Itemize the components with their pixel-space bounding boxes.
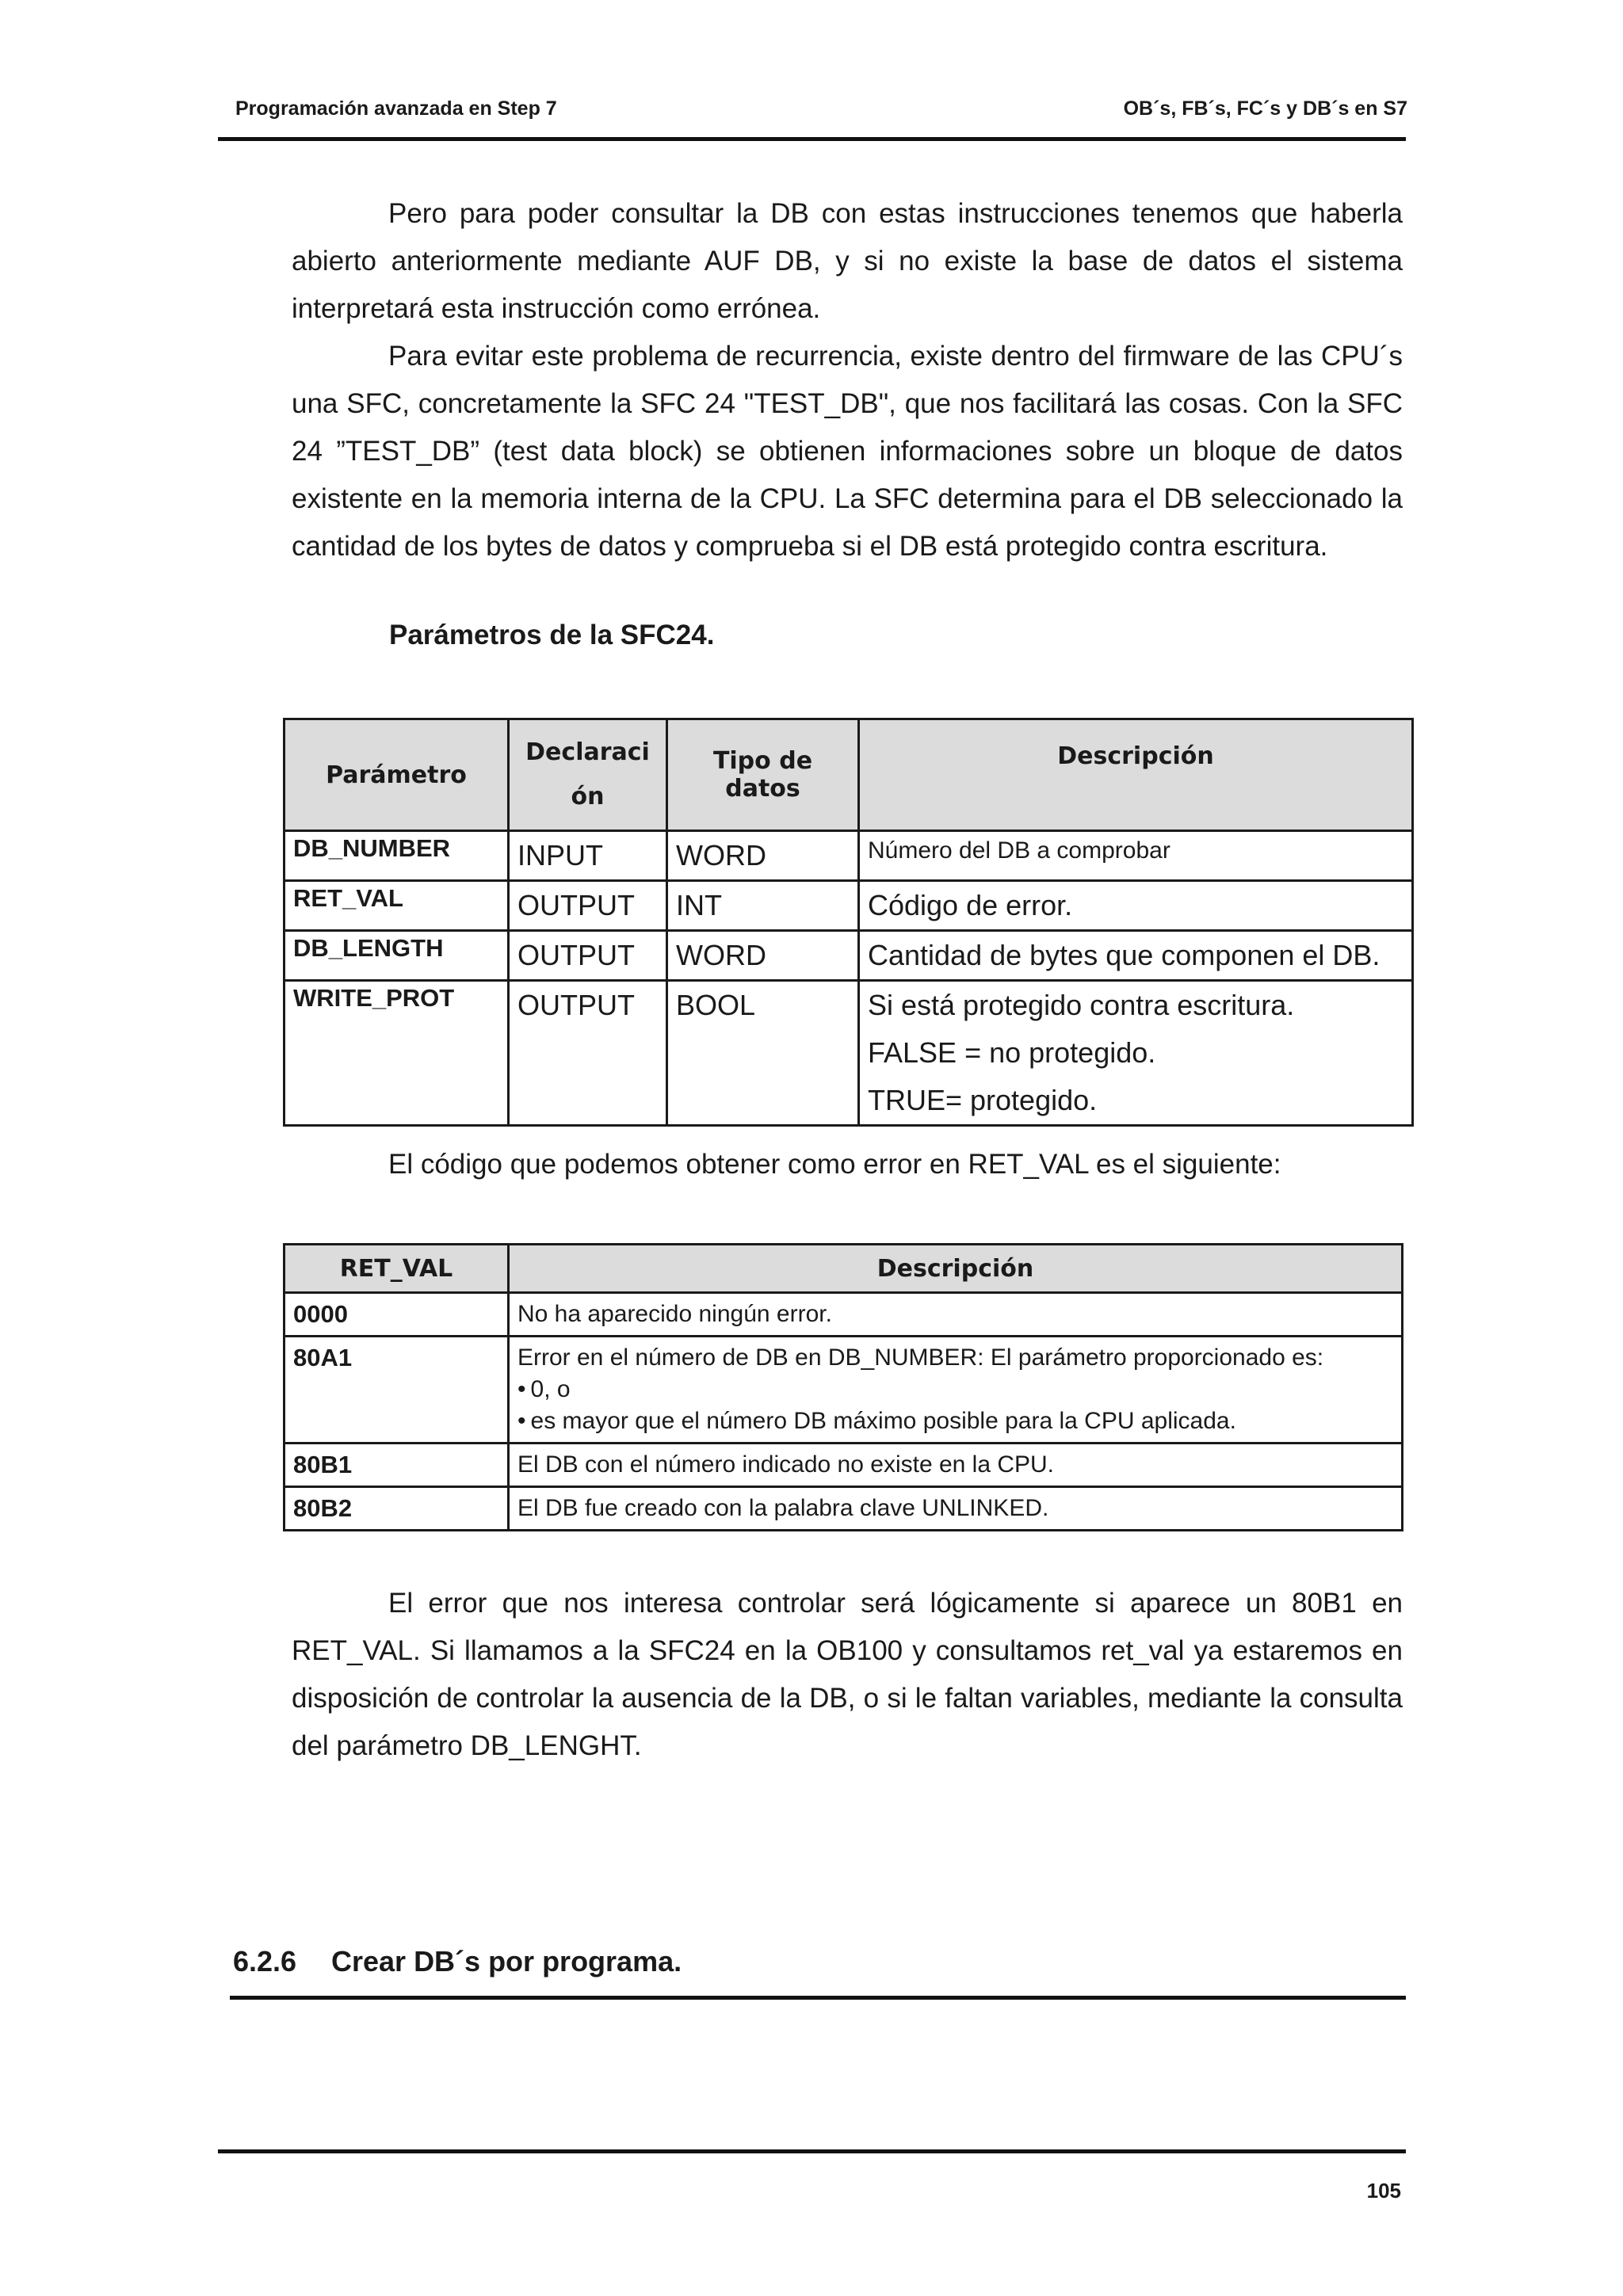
param-type: WORD [667,831,859,881]
paragraph-2-text: Para evitar este problema de recurrencia, existe dentro del firmware de las CPU´s una SFC, concretamente la SFC 24 "TEST_DB", que nos facilitará las cosas. Con la SFC 24 ”TEST_DB” (test data block) se obtienen informaciones sobre un bloque de datos existente en la memoria interna de la CPU. La SFC determina para el DB seleccionado la cantidad de los bytes de datos y comprueba si el DB está protegido contra escritura. [292,341,1403,562]
param-desc: Código de error. [859,881,1413,931]
table-row [285,881,1413,931]
col-header-desc: Descripción [859,719,1413,831]
paragraph-3-text: El código que podemos obtener como error en RET_VAL es el siguiente: [388,1149,1281,1180]
header-rule [218,137,1406,141]
error-code: 0000 [285,1293,509,1337]
table-header-row [285,719,1413,831]
table-row [285,831,1413,881]
table-row [285,1487,1403,1531]
ret-val-table [283,1243,1403,1531]
table-row [285,1293,1403,1337]
param-name: WRITE_PROT [285,981,509,1126]
section-title: Crear DB´s por programa. [331,1945,682,1978]
paragraph-1-text: Pero para poder consultar la DB con estas instrucciones tenemos que haberla abierto anteriormente mediante AUF DB, y si no existe la base de datos el sistema interpretará esta instrucción como errónea. [292,198,1403,324]
param-name: DB_LENGTH [285,931,509,981]
param-desc [859,981,1413,1126]
page-number: 105 [1366,2179,1401,2203]
paragraph-3 [292,1141,1403,1188]
table-row [285,931,1413,981]
table-row [285,1444,1403,1487]
col-header-decl: Declaración [509,719,667,831]
param-decl: OUTPUT [509,931,667,981]
param-name: DB_NUMBER [285,831,509,881]
param-type: BOOL [667,981,859,1126]
error-desc: No ha aparecido ningún error. [509,1293,1403,1337]
param-desc-line: TRUE= protegido. [868,1084,1098,1116]
running-header-left: Programación avanzada en Step 7 [235,97,557,120]
param-desc: Número del DB a comprobar [859,831,1413,881]
footer-rule [218,2149,1406,2153]
error-code: 80B2 [285,1487,509,1531]
param-type: INT [667,881,859,931]
param-desc: Cantidad de bytes que componen el DB. [859,931,1413,981]
param-decl: OUTPUT [509,981,667,1126]
param-name: RET_VAL [285,881,509,931]
error-desc-bullets [517,1374,1393,1437]
col-header-param: Parámetro [285,719,509,831]
section-rule [230,1996,1406,2000]
table-row [285,1337,1403,1444]
params-heading: Parámetros de la SFC24. [389,620,715,650]
col-header-desc: Descripción [509,1245,1403,1293]
running-header-right: OB´s, FB´s, FC´s y DB´s en S7 [1123,97,1407,120]
col-header-retval: RET_VAL [285,1245,509,1293]
bullet-item: • es mayor que el número DB máximo posible para la CPU aplicada. [517,1405,1393,1437]
error-desc: El DB fue creado con la palabra clave UNLINKED. [509,1487,1403,1531]
col-header-type: Tipo de datos [667,719,859,831]
param-decl: OUTPUT [509,881,667,931]
param-desc-line: FALSE = no protegido. [868,1036,1156,1069]
param-decl: INPUT [509,831,667,881]
paragraph-4 [292,1580,1403,1770]
error-desc [509,1337,1403,1444]
table-row [285,981,1413,1126]
paragraph-1 [292,190,1403,333]
table-header-row [285,1245,1403,1293]
error-desc-text: Error en el número de DB en DB_NUMBER: El parámetro proporcionado es: [517,1344,1324,1371]
error-code: 80B1 [285,1444,509,1487]
paragraph-4-text: El error que nos interesa controlar será lógicamente si aparece un 80B1 en RET_VAL. Si llamamos a la SFC24 en la OB100 y consultamos ret_val ya estaremos en disposición de controlar la ausencia de la DB, o si le faltan variables, mediante la consulta del parámetro DB_LENGHT. [292,1588,1403,1761]
param-type: WORD [667,931,859,981]
bullet-item: • 0, o [517,1374,1393,1405]
paragraph-2 [292,333,1403,570]
error-desc: El DB con el número indicado no existe en la CPU. [509,1444,1403,1487]
param-desc-line: Si está protegido contra escritura. [868,989,1295,1021]
sfc24-params-table [283,718,1414,1127]
error-code: 80A1 [285,1337,509,1444]
section-number: 6.2.6 [233,1945,297,1978]
